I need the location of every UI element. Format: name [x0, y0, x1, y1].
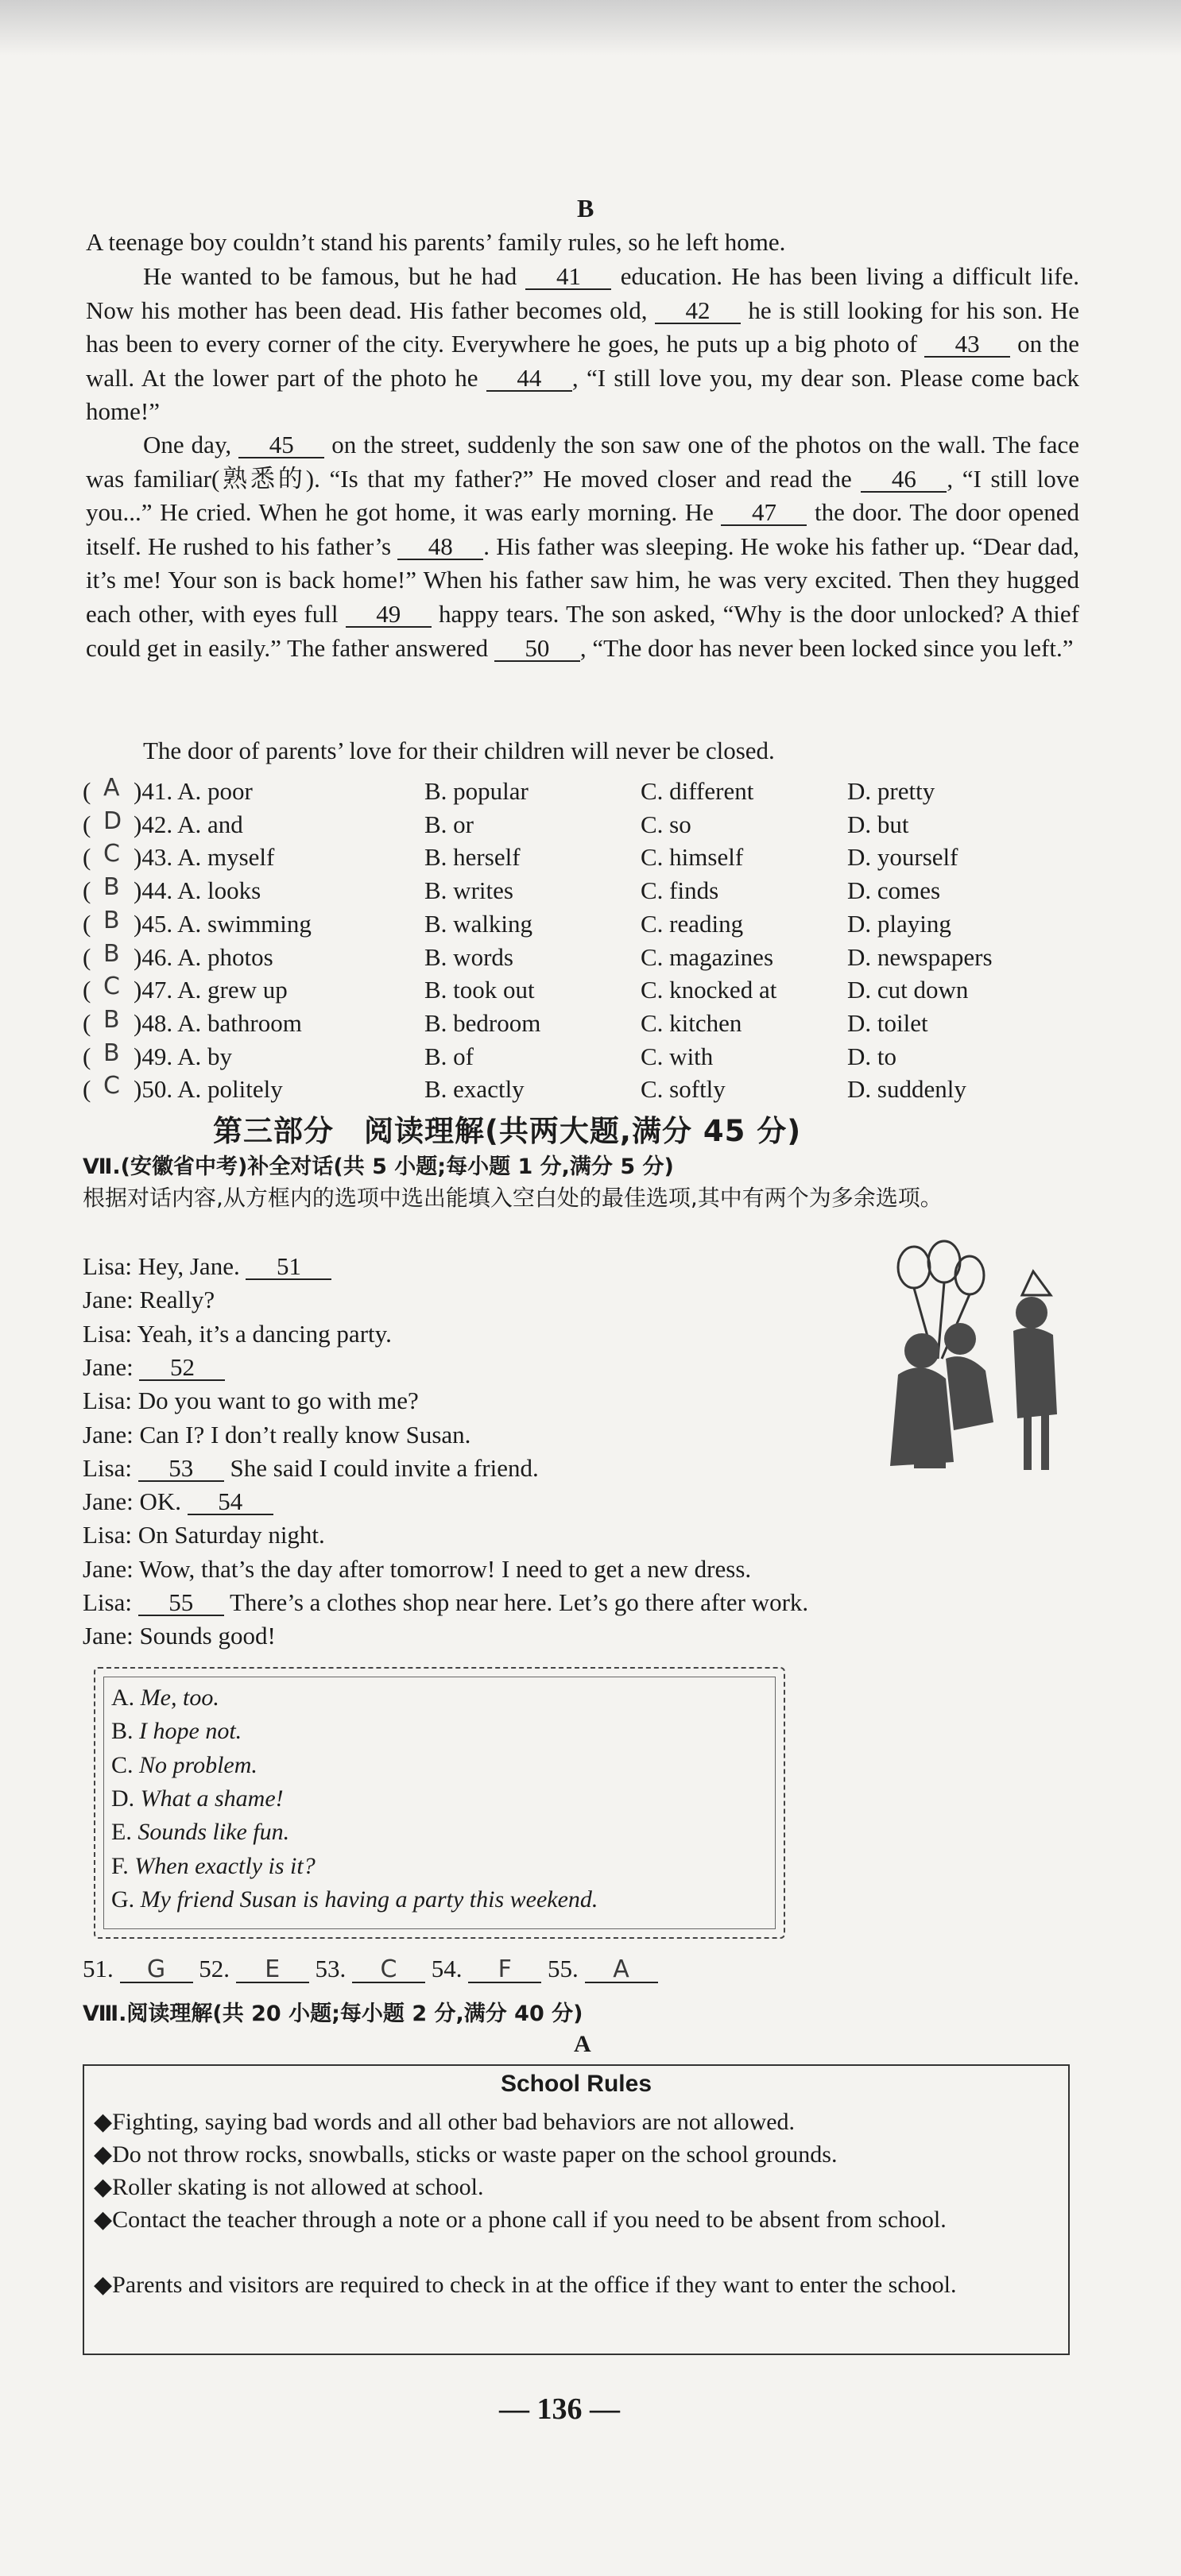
passage-text: , “I still love you, my dear son. Please come back home!”: [86, 363, 1079, 426]
choice-item: [111, 1819, 289, 1846]
rule-text: Parents and visitors are required to check in at the office if they want to enter the school.: [112, 2272, 957, 2298]
dialogue-line: [83, 1622, 276, 1650]
choice-letter: D.: [111, 1785, 141, 1812]
paren-open: (: [83, 976, 91, 1004]
passage-text: A teenage boy couldn’t stand his parents’ family rules, so he left home.: [86, 228, 786, 256]
option-a: )46. A. photos: [134, 942, 273, 971]
blank-number: 49: [346, 602, 432, 628]
paren-open: (: [83, 909, 91, 938]
option-b: B. words: [424, 942, 513, 971]
option-b: B. popular: [424, 777, 529, 805]
section7-instruction: 根据对话内容,从方框内的选项中选出能填入空白处的最佳选项,其中有两个为多余选项。: [83, 1185, 943, 1211]
dialogue-text: Jane: OK.: [83, 1487, 188, 1516]
dialogue-line: [83, 1521, 325, 1549]
choice-text: Sounds like fun.: [137, 1819, 290, 1846]
option-b: B. or: [424, 810, 474, 838]
option-c: C. himself: [641, 843, 744, 872]
handwritten-answer: B: [103, 1039, 120, 1067]
rule-item: [94, 2269, 1059, 2301]
choice-letter: C.: [111, 1751, 140, 1778]
blank-number: 50: [494, 636, 580, 662]
dialogue-text: Jane: Can I? I don’t really know Susan.: [83, 1420, 471, 1449]
handwritten-answer: B: [103, 1005, 120, 1034]
dialogue-text: Lisa: Do you want to go with me?: [83, 1387, 419, 1415]
option-d: D. comes: [847, 876, 941, 905]
choice-item: [111, 1684, 219, 1712]
passage-text: One day,: [143, 431, 239, 458]
option-d: D. to: [847, 1042, 896, 1070]
choice-item: [111, 1752, 257, 1779]
paren-open: (: [83, 942, 91, 971]
option-row: [83, 973, 1084, 1009]
dialogue-text: Lisa:: [83, 1453, 138, 1482]
paren-open: (: [83, 1075, 91, 1104]
option-row: [83, 1039, 1084, 1076]
passage-text: he is still looking for his son. He has been to every corner of the city. Everywhere he goes, he puts up a big photo of: [86, 296, 1080, 358]
option-b: B. of: [424, 1042, 474, 1070]
choice-text: No problem.: [139, 1751, 257, 1778]
option-d: D. toilet: [847, 1008, 928, 1037]
section7-title: Ⅶ.(安徽省中考)补全对话(共 5 小题;每小题 1 分,满分 5 分): [83, 1155, 674, 1179]
option-c: C. finds: [641, 876, 719, 905]
option-a: )45. A. swimming: [134, 909, 312, 938]
option-c: C. different: [641, 777, 754, 805]
passage-text: He wanted to be famous, but he had: [143, 262, 526, 290]
paren-open: (: [83, 876, 91, 905]
choice-text: When exactly is it?: [134, 1852, 316, 1879]
option-row: [83, 840, 1084, 876]
dialogue-line: [83, 1555, 751, 1584]
answer-number: 52.: [199, 1955, 236, 1982]
handwritten-answer: D: [103, 806, 122, 835]
passage-text: on the wall. At the lower part of the photo he: [86, 330, 1080, 392]
choice-letter: G.: [111, 1886, 141, 1913]
option-b: B. writes: [424, 876, 513, 905]
part3-title: 第三部分 阅读理解(共两大题,满分 45 分): [213, 1114, 802, 1148]
dialogue-line: [83, 1487, 273, 1516]
option-a: )49. A. by: [134, 1042, 232, 1070]
handwritten-answer: B: [103, 873, 120, 902]
paren-open: (: [83, 1042, 91, 1070]
choices-box: [94, 1667, 785, 1939]
handwritten-answer: A: [585, 1958, 658, 1983]
option-row: [83, 1072, 1084, 1108]
choice-text: I hope not.: [139, 1718, 242, 1745]
handwritten-answer: B: [103, 939, 120, 968]
scan-shadow: [0, 0, 1181, 56]
dialogue-text: Lisa: On Saturday night.: [83, 1521, 325, 1549]
choice-item: [111, 1785, 284, 1812]
blank-number: 47: [721, 501, 807, 526]
dialogue-text: Lisa: Hey, Jane.: [83, 1252, 246, 1280]
passage-text: education. He has been living a difficult life. Now his mother has been dead. His father becomes old,: [86, 262, 1079, 324]
answer-number: 53.: [315, 1955, 352, 1982]
handwritten-answer: A: [103, 774, 120, 802]
option-row: [83, 939, 1084, 977]
spacer: [425, 1955, 432, 1982]
option-c: C. kitchen: [641, 1008, 742, 1037]
diamond-bullet-icon: ◆: [94, 2109, 113, 2135]
option-d: D. newspapers: [847, 942, 993, 971]
choice-text: My friend Susan is having a party this weekend.: [140, 1886, 598, 1913]
paren-open: (: [83, 843, 91, 872]
option-a: )42. A. and: [134, 810, 243, 838]
option-c: C. magazines: [641, 942, 774, 971]
blank-number: 48: [397, 535, 483, 560]
rule-item: [94, 2138, 1059, 2171]
option-row: [83, 806, 1084, 844]
option-c: C. with: [641, 1042, 714, 1070]
passage-text: on the street, suddenly the son saw one of the photos on the wall. The face was familiar(熟悉的). “Is that my father?” He moved closer and read the: [86, 431, 1079, 493]
option-d: D. yourself: [847, 843, 958, 872]
option-row: [83, 1005, 1084, 1042]
passage-text: the door. The door opened itself. He rushed to his father’s: [86, 498, 1079, 560]
option-a: )47. A. grew up: [134, 976, 288, 1004]
option-c: C. knocked at: [641, 976, 777, 1004]
section8-sub: A: [574, 2031, 591, 2057]
option-d: D. suddenly: [847, 1075, 966, 1104]
diamond-bullet-icon: ◆: [94, 2141, 113, 2168]
dialogue-text: Jane:: [83, 1352, 140, 1381]
dialogue-line: [83, 1353, 225, 1382]
choice-text: Me, too.: [140, 1684, 219, 1711]
handwritten-answer: B: [103, 906, 120, 934]
option-c: C. so: [641, 810, 691, 838]
answer-number: 55.: [548, 1955, 585, 1982]
dialogue-answers: [83, 1955, 658, 1983]
dialogue-line: [83, 1387, 419, 1415]
passage-text: happy tears. The son asked, “Why is the door unlocked? A thief could get in easily.” The father answered: [86, 599, 1079, 662]
blank-number: 51: [246, 1255, 331, 1280]
blank-number: 43: [924, 332, 1010, 358]
option-a: )44. A. looks: [134, 876, 261, 905]
choice-text: What a shame!: [140, 1785, 284, 1812]
rule-item: [94, 2106, 1059, 2138]
diamond-bullet-icon: ◆: [94, 2174, 113, 2200]
option-row: [83, 906, 1084, 943]
handwritten-answer: C: [103, 1072, 120, 1100]
passage-paragraph: [86, 428, 1079, 665]
passage-paragraph: [86, 734, 1079, 768]
school-rules-title: School Rules: [500, 2071, 652, 2097]
blank-number: 46: [861, 467, 947, 493]
choice-letter: F.: [111, 1852, 135, 1879]
choice-item: [111, 1886, 598, 1913]
paren-open: (: [83, 1008, 91, 1037]
page-number: — 136 —: [499, 2392, 620, 2426]
passage-text: . His father was sleeping. He woke his father up. “Dear dad, it’s me! Your son is back home!” When his father saw him, he was very excited. Then they hugged each other, with eyes full: [86, 532, 1079, 628]
dialogue-line: [83, 1421, 470, 1449]
option-b: B. exactly: [424, 1075, 525, 1104]
passage-text: , “I still love you...” He cried. When he got home, it was early morning. He: [86, 464, 1079, 527]
option-d: D. cut down: [847, 976, 969, 1004]
diamond-bullet-icon: ◆: [94, 2272, 113, 2298]
option-b: B. walking: [424, 909, 533, 938]
passage-paragraph: [86, 226, 1079, 260]
answer-number: 51.: [83, 1955, 120, 1982]
spacer: [541, 1955, 548, 1982]
section8-title: Ⅷ.阅读理解(共 20 小题;每小题 2 分,满分 40 分): [83, 2002, 583, 2026]
blank-number: 53: [138, 1456, 224, 1482]
dialogue-line: [83, 1252, 331, 1281]
dialogue-text: There’s a clothes shop near here. Let’s go there after work.: [223, 1588, 809, 1616]
paren-open: (: [83, 810, 91, 838]
dialogue-text: Jane: Really?: [83, 1286, 215, 1314]
dialogue-text: Lisa: Yeah, it’s a dancing party.: [83, 1319, 392, 1348]
rule-text: Fighting, saying bad words and all other bad behaviors are not allowed.: [112, 2109, 796, 2135]
handwritten-answer: F: [468, 1958, 541, 1983]
option-row: [83, 873, 1084, 910]
option-c: C. softly: [641, 1075, 726, 1104]
dialogue-line: [83, 1320, 392, 1348]
dialogue-line: [83, 1588, 808, 1617]
handwritten-answer: E: [236, 1958, 309, 1983]
spacer: [309, 1955, 316, 1982]
blank-number: 42: [655, 299, 741, 324]
choice-item: [111, 1718, 242, 1745]
diamond-bullet-icon: ◆: [94, 2207, 113, 2233]
passage-text: , “The door has never been locked since you left.”: [579, 633, 1074, 662]
blank-number: 54: [188, 1490, 273, 1515]
passage-paragraph: [86, 260, 1079, 429]
rule-text: Contact the teacher through a note or a phone call if you need to be absent from school.: [112, 2207, 947, 2233]
blank-number: 41: [525, 265, 611, 290]
passage-text: The door of parents’ love for their children will never be closed.: [143, 737, 775, 764]
option-b: B. herself: [424, 843, 521, 872]
handwritten-answer: C: [103, 840, 120, 868]
section-b-title: B: [577, 194, 594, 222]
dialogue-text: Lisa:: [83, 1588, 138, 1616]
school-rules-box: [83, 2064, 1070, 2355]
dialogue-line: [83, 1286, 215, 1314]
option-a: )50. A. politely: [134, 1075, 283, 1104]
rule-item: [94, 2171, 1059, 2203]
option-b: B. took out: [424, 976, 535, 1004]
rule-text: Roller skating is not allowed at school.: [112, 2174, 484, 2200]
dialogue-text: Jane: Sounds good!: [83, 1622, 276, 1650]
option-a: )41. A. poor: [134, 777, 253, 805]
party-illustration: [866, 1240, 1081, 1478]
option-d: D. pretty: [847, 777, 935, 805]
option-row: [83, 774, 1084, 810]
rule-text: Do not throw rocks, snowballs, sticks or waste paper on the school grounds.: [112, 2141, 838, 2168]
blank-number: 52: [139, 1356, 225, 1381]
option-d: D. but: [847, 810, 909, 838]
handwritten-answer: C: [352, 1958, 425, 1983]
blank-number: 44: [486, 366, 572, 392]
dialogue-line: [83, 1454, 539, 1483]
option-b: B. bedroom: [424, 1008, 541, 1037]
rule-item: [94, 2203, 1059, 2236]
answer-number: 54.: [431, 1955, 469, 1982]
blank-number: 55: [138, 1591, 224, 1616]
option-d: D. playing: [847, 909, 951, 938]
paren-open: (: [83, 777, 91, 805]
handwritten-answer: C: [103, 973, 120, 1001]
choice-item: [111, 1853, 316, 1880]
option-a: )43. A. myself: [134, 843, 275, 872]
choice-letter: A.: [111, 1684, 141, 1711]
dialogue-text: She said I could invite a friend.: [223, 1453, 539, 1482]
choice-letter: E.: [111, 1819, 138, 1846]
dialogue-text: Jane: Wow, that’s the day after tomorrow! I need to get a new dress.: [83, 1554, 752, 1583]
option-c: C. reading: [641, 909, 744, 938]
choice-letter: B.: [111, 1718, 140, 1745]
handwritten-answer: G: [120, 1958, 193, 1983]
option-a: )48. A. bathroom: [134, 1008, 302, 1037]
blank-number: 45: [238, 433, 324, 458]
